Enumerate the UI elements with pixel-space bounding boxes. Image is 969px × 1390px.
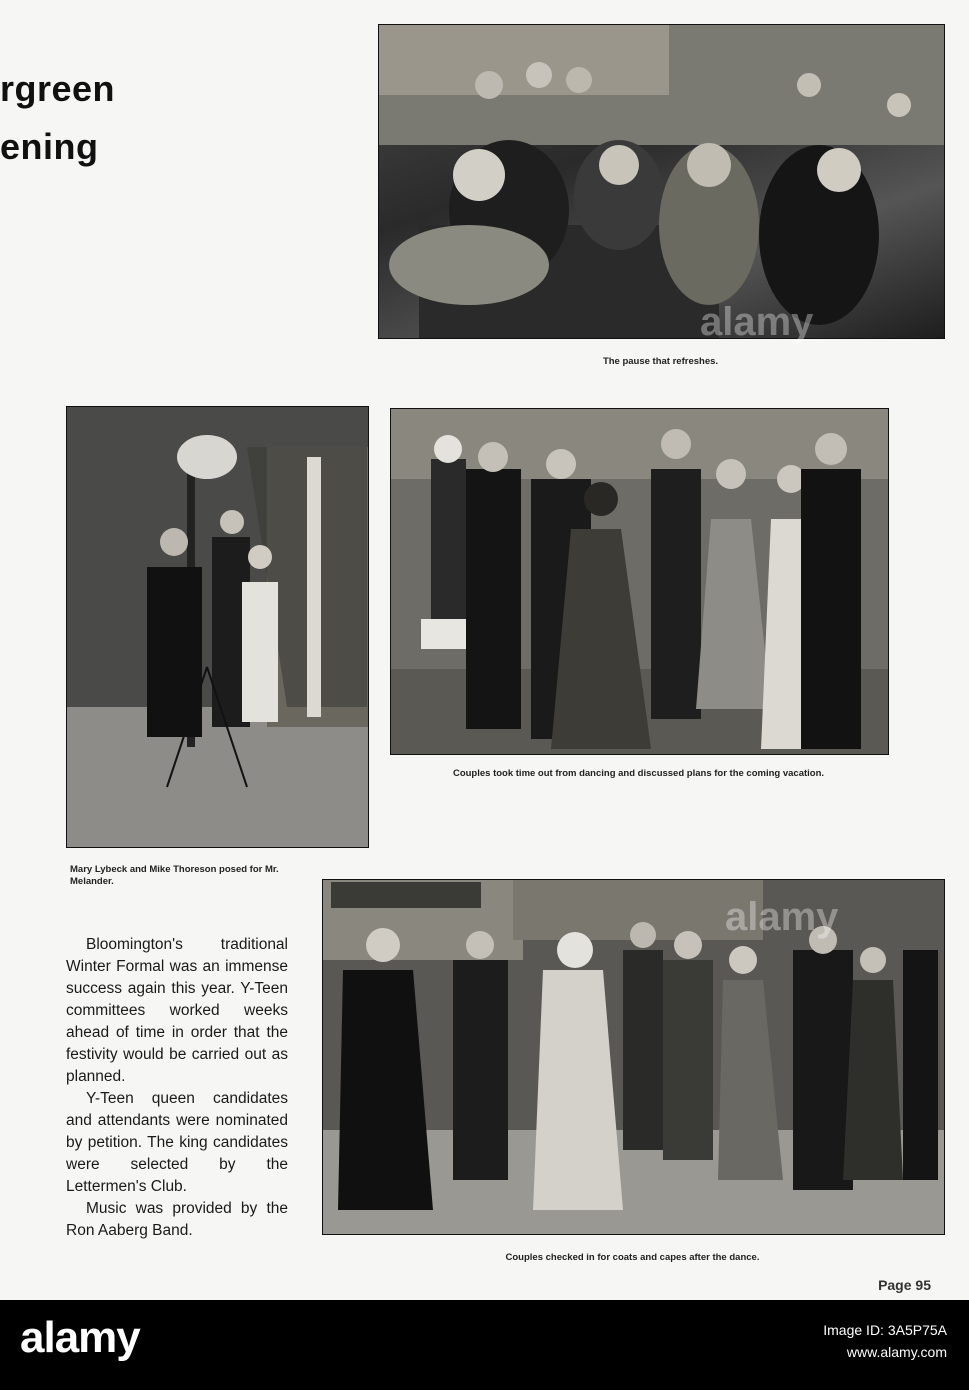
caption-lybeck-thoreson: Mary Lybeck and Mike Thoreson posed for Mr. Melander. [70,864,279,887]
banner-image-id: Image ID: 3A5P75A [823,1322,947,1338]
caption-couples-vacation: Couples took time out from dancing and discussed plans for the coming vacation. [452,768,825,779]
article-paragraph-2: Y-Teen queen candidates and attendants were nominated by petition. The king candidates were selected by the Lettermen's Club. [66,1090,288,1195]
article-body [66,934,288,1242]
photo-scene [379,25,944,338]
photo-couples-vacation [390,408,889,755]
page-number: Page 95 [878,1277,931,1293]
heading-line-1: rgreen [0,68,116,109]
article-paragraph-3: Music was provided by the Ron Aaberg Band. [66,1200,288,1239]
stock-banner [0,1300,969,1390]
caption-pause-refreshes: The pause that refreshes. [602,356,719,367]
photo-scene [391,409,888,754]
heading-line-2: ening [0,126,99,167]
banner-site-link[interactable]: www.alamy.com [846,1344,947,1360]
watermark: alamy [700,300,814,344]
photo-scene [323,880,944,1234]
photo-scene [67,407,368,847]
photo-lybeck-thoreson [66,406,369,848]
banner-logo[interactable]: alamy [20,1313,140,1362]
photo-coats-capes [322,879,945,1235]
watermark: alamy [725,895,839,939]
caption-coats-capes: Couples checked in for coats and capes after the dance. [505,1252,760,1263]
article-paragraph-1: Bloomington's traditional Winter Formal was an immense success again this year. Y-Teen committees worked weeks ahead of time in order that the festivity would be carried out as planned. [66,936,288,1085]
photo-pause-refreshes [378,24,945,339]
